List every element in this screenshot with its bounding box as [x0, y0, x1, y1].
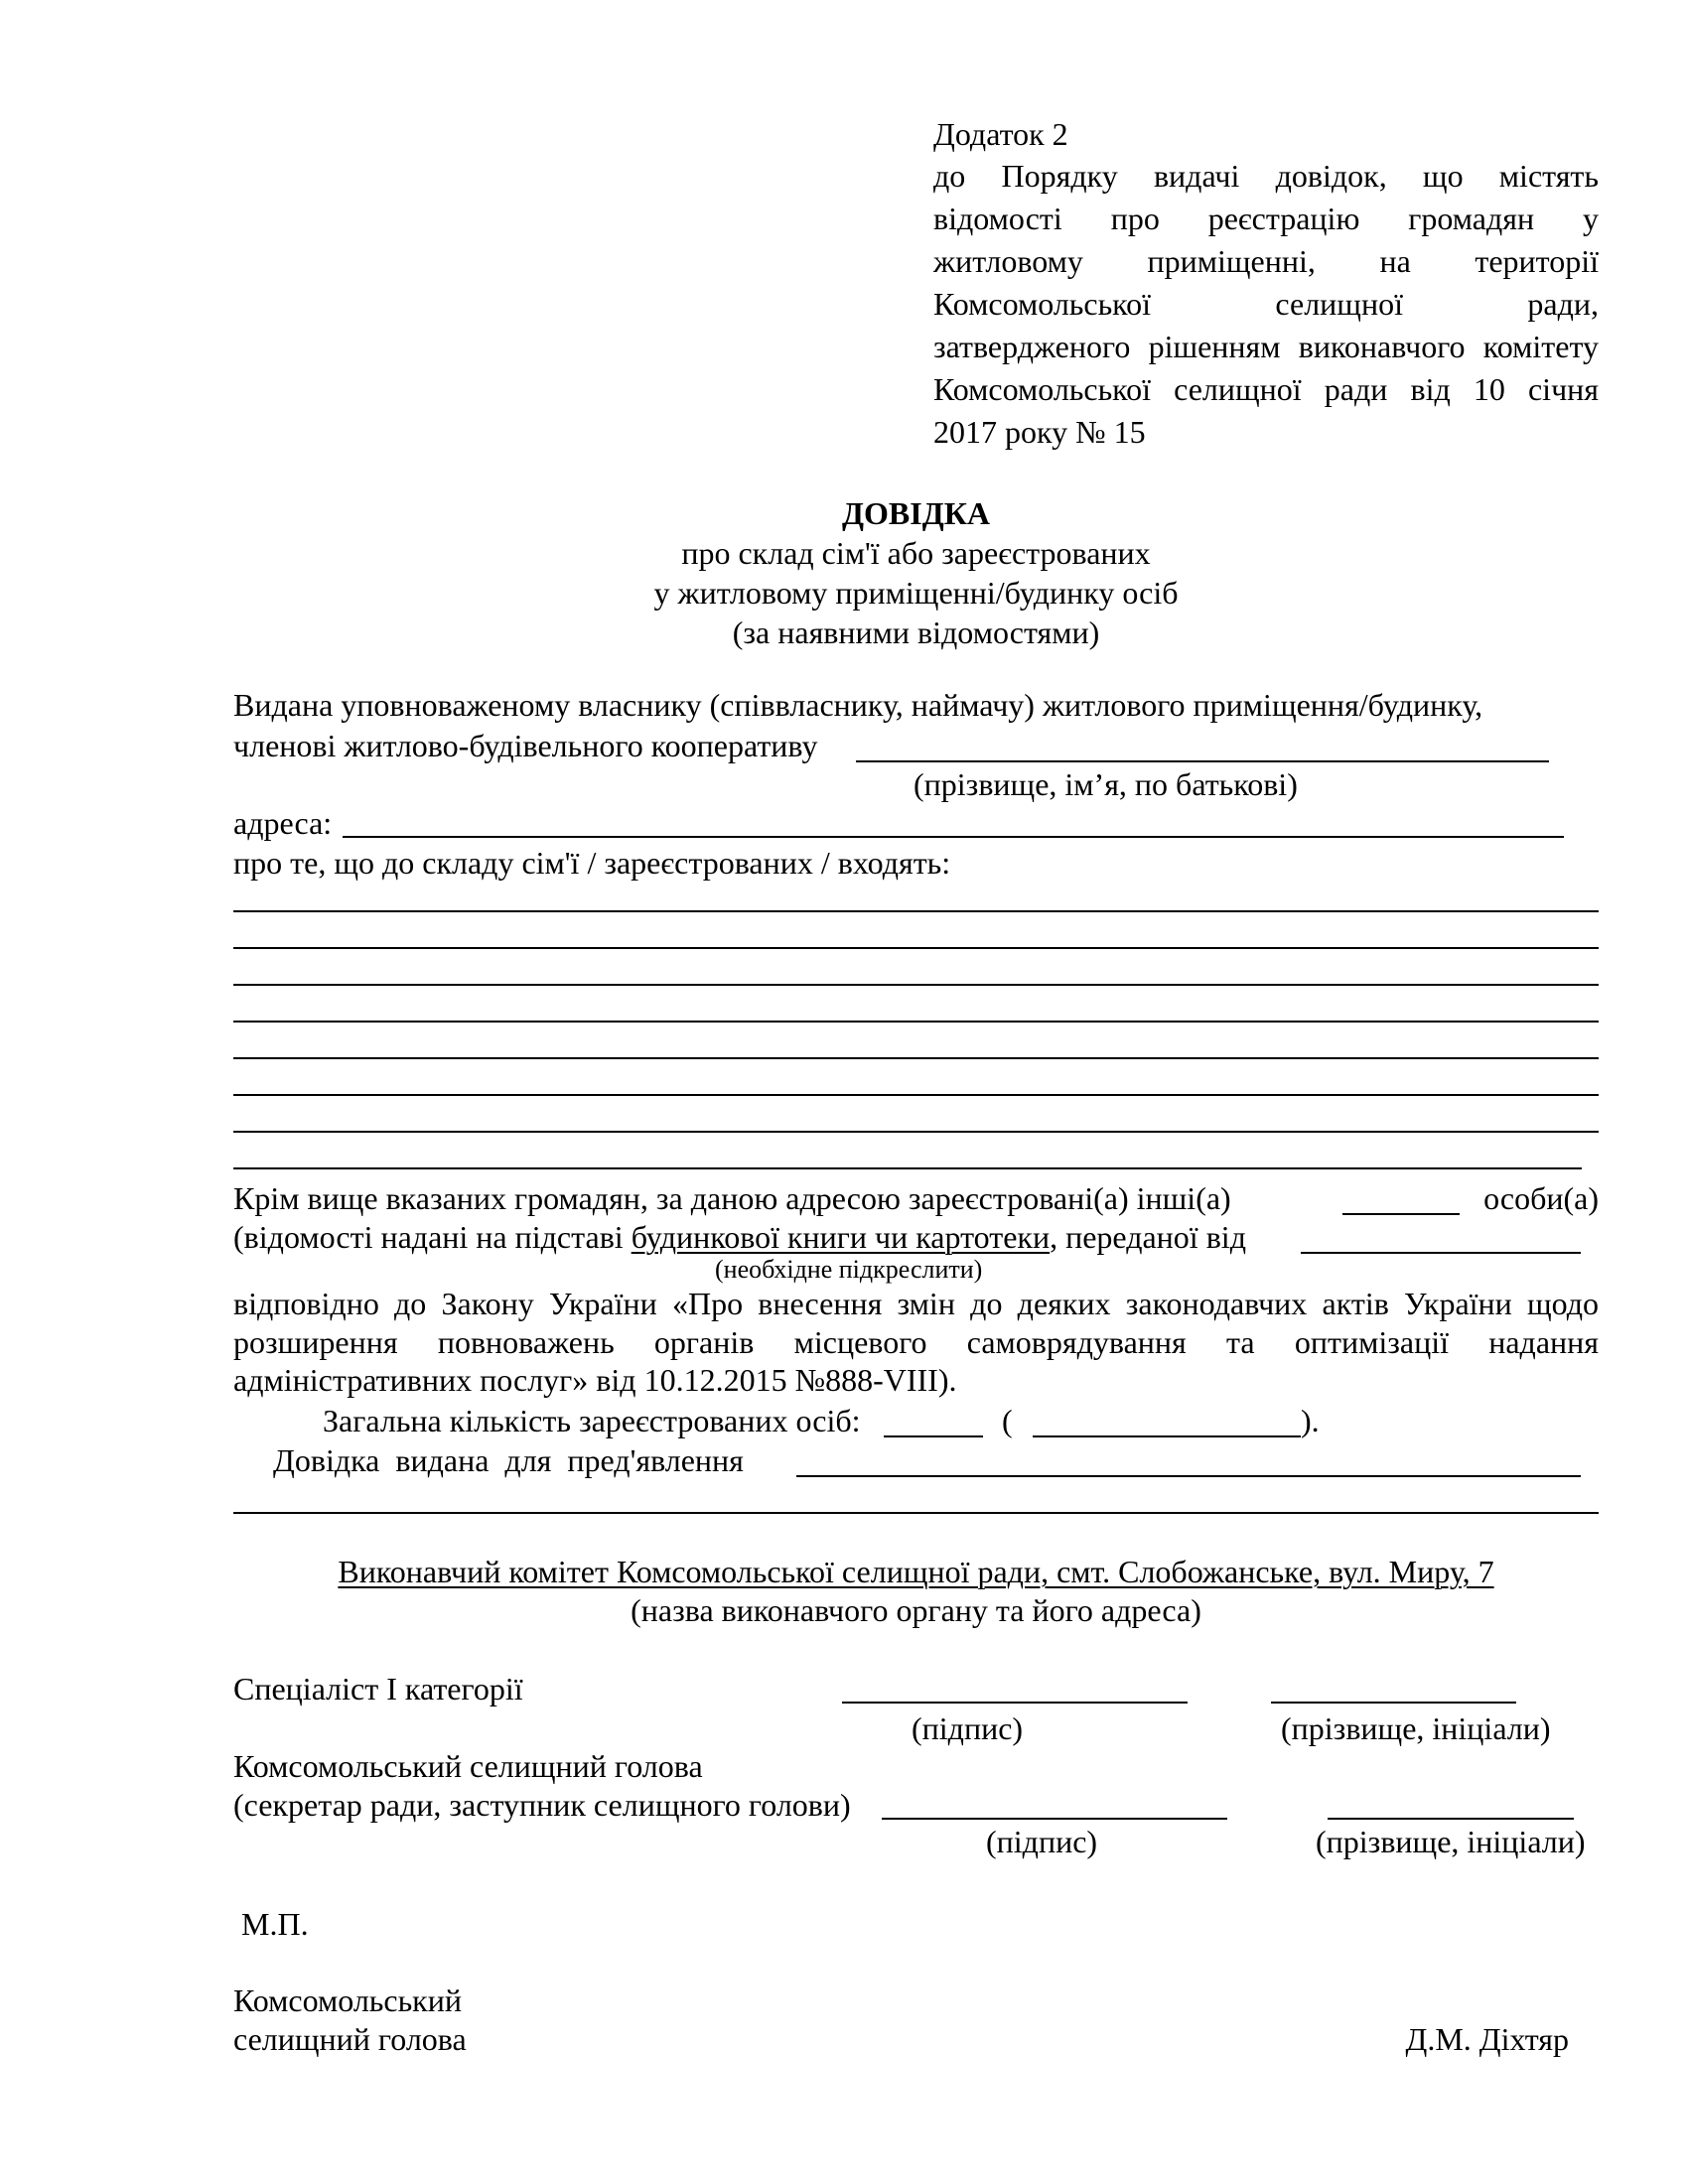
address-label: адреса:	[233, 805, 333, 841]
appendix-line: 2017 року № 15	[933, 414, 1146, 450]
family-intro: про те, що до складу сім'ї / зареєстрованих / входять:	[233, 845, 951, 881]
purpose-field[interactable]	[796, 1475, 1581, 1477]
purpose-field-continued[interactable]	[233, 1512, 1599, 1514]
head-signature-field[interactable]	[882, 1818, 1227, 1820]
stamp-placeholder: М.П.	[241, 1906, 309, 1942]
document-subtitle: у житловому приміщенні/будинку осіб	[653, 575, 1179, 611]
specialist-label: Спеціаліст І категорії	[233, 1671, 523, 1706]
total-label: Загальна кількість зареєстрованих осіб:	[323, 1403, 861, 1438]
signature-hint: (підпис)	[912, 1710, 1024, 1746]
appendix-line: Комсомольської селищної ради від 10 січня	[933, 371, 1599, 407]
total-paren: ).	[1301, 1403, 1320, 1438]
family-member-line[interactable]	[233, 1094, 1599, 1096]
law-line: адміністративних послуг» від 10.12.2015 №888-VIII).	[233, 1362, 957, 1398]
law-line: розширення повноважень органів місцевого самоврядування та оптимізації надання	[233, 1324, 1599, 1360]
info-source	[233, 1220, 1246, 1255]
appendix-line: Додаток 2	[933, 116, 1068, 152]
document-subtitle: про склад сім'ї або зареєстрованих	[681, 535, 1151, 571]
head-label: Комсомольський селищний голова	[233, 1748, 703, 1784]
authority-hint: (назва виконавчого органу та його адреса)	[631, 1592, 1201, 1628]
family-member-line[interactable]	[233, 1167, 1582, 1169]
authority-name: Виконавчий комітет Комсомольської селищної ради, смт. Слобожанське, вул. Миру, 7	[338, 1554, 1494, 1589]
total-number-field[interactable]	[884, 1435, 983, 1437]
total-paren: (	[1002, 1403, 1013, 1438]
address-field-line[interactable]	[343, 836, 1564, 838]
law-line: відповідно до Закону України «Про внесення змін до деяких законодавчих актів України щодо	[233, 1286, 1599, 1321]
head-alt-label: (секретар ради, заступник селищного голови)	[233, 1787, 851, 1823]
head-name-field[interactable]	[1328, 1818, 1574, 1820]
appendix-line: до Порядку видачі довідок, що містять	[933, 158, 1599, 194]
family-member-line[interactable]	[233, 910, 1599, 912]
family-member-line[interactable]	[233, 1021, 1599, 1023]
info-underlined: будинкової книги чи картотеки	[631, 1219, 1051, 1255]
document-subtitle: (за наявними відомостями)	[732, 614, 1100, 650]
appendix-line: відомості про реєстрацію громадян у	[933, 201, 1599, 236]
name-field-line[interactable]	[856, 760, 1549, 762]
appendix-line: житловому приміщенні, на території	[933, 243, 1599, 279]
besides-end: особи(а)	[1483, 1180, 1599, 1216]
specialist-name-field[interactable]	[1271, 1702, 1516, 1704]
name-initials-hint: (прізвище, ініціали)	[1281, 1710, 1551, 1746]
family-member-line[interactable]	[233, 1131, 1599, 1133]
name-initials-hint: (прізвище, ініціали)	[1316, 1824, 1586, 1859]
footer-signatory-name: Д.М. Діхтяр	[1405, 2021, 1569, 2057]
footer-position: селищний голова	[233, 2021, 467, 2057]
underline-hint: (необхідне підкреслити)	[715, 1255, 983, 1284]
family-member-line[interactable]	[233, 1057, 1599, 1059]
footer-position: Комсомольський	[233, 1982, 462, 2018]
document-title: ДОВІДКА	[841, 495, 991, 531]
besides-text: Крім вище вказаних громадян, за даною адресою зареєстровані(а) інші(а)	[233, 1180, 1231, 1216]
signature-hint: (підпис)	[986, 1824, 1098, 1859]
purpose-label: Довідка видана для пред'явлення	[273, 1442, 744, 1478]
family-member-line[interactable]	[233, 984, 1599, 986]
specialist-signature-field[interactable]	[842, 1702, 1188, 1704]
total-words-field[interactable]	[1033, 1435, 1301, 1437]
info-post: , переданої від	[1050, 1219, 1246, 1255]
issued-line: Видана уповноваженому власнику (співвласнику, наймачу) житлового приміщення/будинку,	[233, 687, 1483, 723]
name-hint: (прізвище, ім’я, по батькові)	[914, 766, 1298, 802]
transferred-from-field[interactable]	[1301, 1252, 1581, 1254]
appendix-line: Комсомольської селищної ради,	[933, 286, 1599, 322]
appendix-line: затвердженого рішенням виконавчого комітету	[933, 329, 1599, 364]
family-member-line[interactable]	[233, 947, 1599, 949]
info-pre: (відомості надані на підставі	[233, 1219, 632, 1255]
issued-line: членові житлово-будівельного кооперативу	[233, 728, 818, 763]
